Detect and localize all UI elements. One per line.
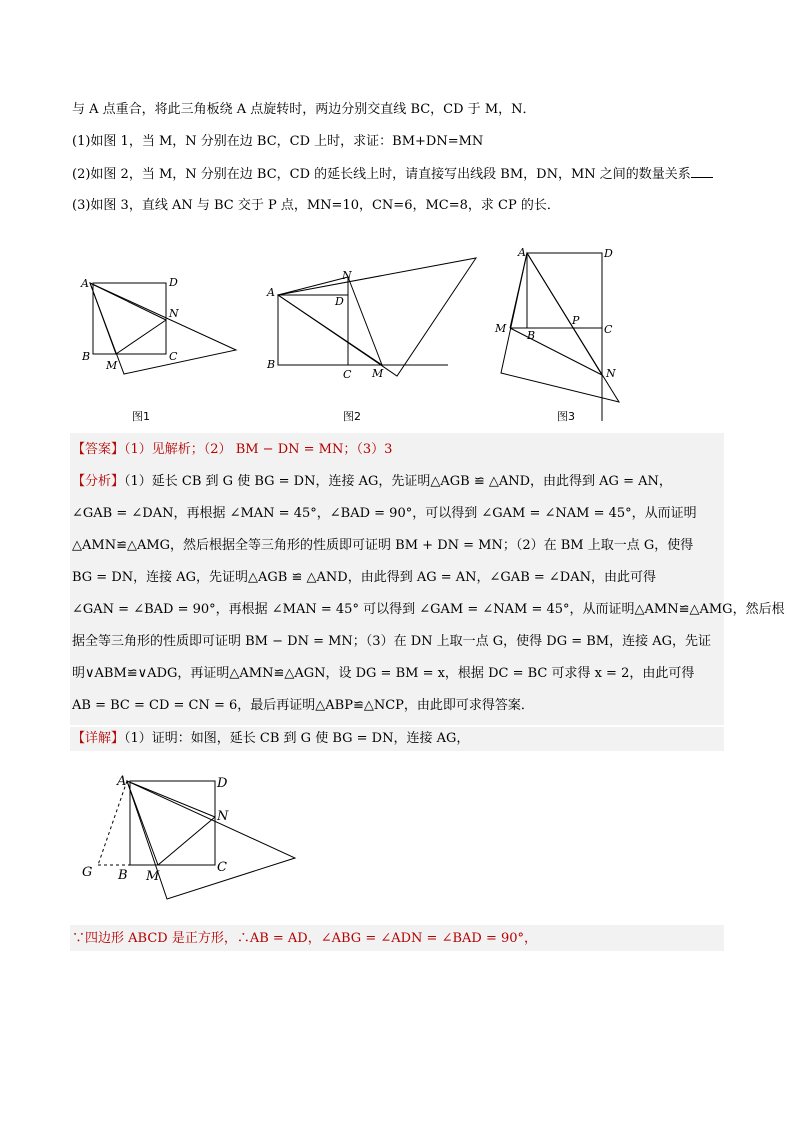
fig1-label-C: C [169,350,178,363]
analysis-line-2: ∠GAB = ∠DAN，再根据 ∠MAN = 45°，∠BAD = 90°，可以得到 ∠GAM = ∠NAM = 45°，从而证明 [72,506,697,521]
detail-line-2: ∵四边形 ABCD 是正方形，∴AB = AD，∠ABG = ∠ADN = ∠BAD = 90°， [72,931,538,946]
fig3-line-AN [527,253,602,375]
analysis-tag: 【分析】 [72,474,125,489]
detail-tag: 【详解】 [72,731,125,746]
fig2-label-A: A [267,286,275,299]
fig3-label-C: C [604,323,613,336]
fig2-label-M: M [372,367,384,380]
fig3-label-D: D [604,247,613,260]
figure-1 [70,268,250,388]
fig4-label-N: N [217,809,229,824]
question-2 [72,165,713,184]
question-3: (3)如图 3，直线 AN 与 BC 交于 P 点，MN=10，CN=6，MC=8，求 CP 的长． [72,198,560,213]
fig4-label-C: C [217,860,227,875]
fig2-label-C: C [343,368,352,381]
answer-blank [691,165,713,178]
answer-line [72,441,392,459]
fig2-label-D: D [335,295,344,308]
fig3-label-B: B [527,329,536,342]
fig4-label-A: A [117,774,127,789]
fig3-square [527,253,602,328]
fig2-triangle [278,258,476,376]
fig4-label-D: D [217,776,228,791]
fig3-label-A: A [518,246,526,259]
fig1-label-N: N [169,307,179,320]
fig1-label-M: M [106,359,118,372]
problem-line-1: 与 A 点重合，将此三角板绕 A 点旋转时，两边分别交直线 BC，CD 于 M，N． [72,102,536,117]
fig2-label-B: B [267,358,276,371]
fig4-label-G: G [82,865,93,880]
detail-text-1: （1）证明：如图，延长 CB 到 G 使 BG = DN，连接 AG， [124,731,470,746]
analysis-line-8: AB = BC = CD = CN = 6，最后再证明△ABP≌△NCP，由此即可求得答案． [72,698,534,713]
fig2-line-MN [348,277,382,365]
fig3-label-M: M [495,322,507,335]
analysis-text-1: （1）延长 CB 到 G 使 BG = DN，连接 AG，先证明△AGB ≌ △AND，由此得到 AG = AN， [124,474,672,489]
fig3-label-N: N [606,367,616,380]
fig4-label-B: B [118,868,128,883]
answer-text: （1）见解析；（2） BM − DN = MN；（3）3 [124,442,393,457]
fig1-square [93,283,166,354]
analysis-line-4: BG = DN，连接 AG，先证明△AGB ≌ △AND，由此得到 AG = AN，∠GAB = ∠DAN，由此可得 [72,570,656,585]
analysis-line-5: ∠GAN = ∠BAD = 90°，再根据 ∠MAN = 45° 可以得到 ∠GAM = ∠NAM = 45°，从而证明△AMN≌△AMG，然后根 [72,602,785,617]
analysis-line-7: 明∨ABM≌∨ADG，再证明△AMN≌△AGN，设 DG = BM = x，根据 DC = BC 可求得 x = 2，由此可得 [72,666,695,681]
fig4-label-M: M [146,869,160,884]
analysis-line-1 [72,473,672,491]
analysis-line-6: 据全等三角形的性质即可证明 BM − DN = MN；（3）在 DN 上取一点 G，使得 DG = BM，连接 AG，先证 [72,634,712,649]
question-1: (1)如图 1，当 M，N 分别在边 BC，CD 上时，求证：BM+DN=MN [72,134,484,149]
fig1-label-B: B [82,350,91,363]
fig3-label-P: P [572,314,580,327]
fig2-label-N: N [342,269,352,282]
detail-line-1 [72,730,469,748]
answer-tag: 【答案】 [72,442,125,457]
fig2-caption: 图2 [343,410,361,423]
question-2-text: (2)如图 2，当 M，N 分别在边 BC，CD 的延长线上时，请直接写出线段 BM，DN，MN 之间的数量关系 [72,167,691,182]
figure-2 [260,255,490,385]
fig1-label-D: D [169,276,178,289]
analysis-line-3: △AMN≌△AMG，然后根据全等三角形的性质即可证明 BM + DN = MN；（2）在 BM 上取一点 G，使得 [72,538,694,553]
fig3-line-AM [510,253,527,328]
fig1-line-MN [116,320,166,354]
fig1-label-A: A [81,277,89,290]
fig2-line-AN [278,277,348,295]
figure-4 [72,757,300,915]
fig3-caption: 图3 [557,410,575,423]
figure-3 [490,243,630,423]
fig1-caption: 图1 [132,410,150,423]
fig2-line-AM [278,295,382,365]
